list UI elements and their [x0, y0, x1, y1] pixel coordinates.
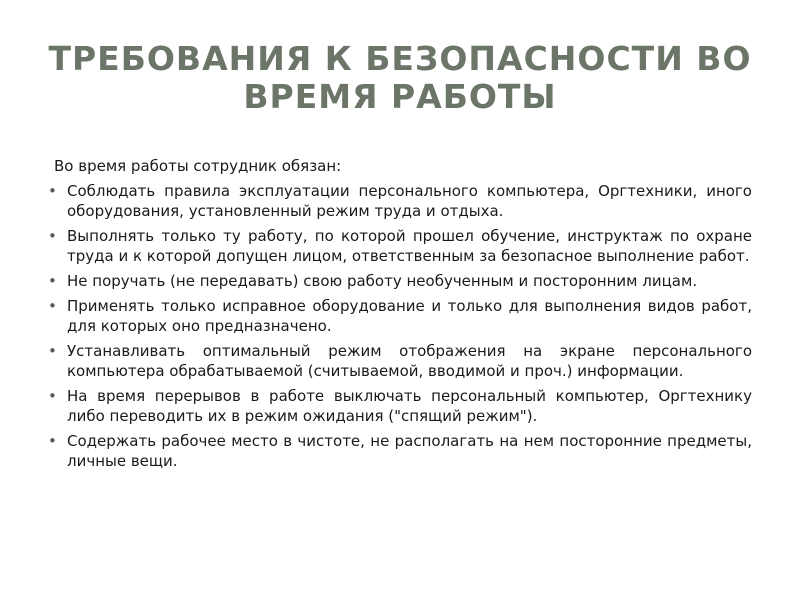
list-item-text: Применять только исправное оборудование и только для выполнения видов работ, для которых оно предназначено.: [67, 297, 752, 335]
intro-text: Во время работы сотрудник обязан:: [54, 157, 342, 175]
bullet-icon: •: [48, 272, 57, 290]
list-item-text: На время перерывов в работе выключать персональный компьютер, Оргтехнику либо переводить их в режим ожидания ("спящий режим").: [67, 387, 752, 425]
list-item-text: Выполнять только ту работу, по которой прошел обучение, инструктаж по охране труда и к которой допущен лицом, ответственным за безопасное выполнение работ.: [67, 227, 752, 265]
bullet-icon: •: [48, 182, 57, 200]
bullet-icon: •: [48, 342, 57, 360]
list-item: [48, 181, 752, 221]
bullet-icon: •: [48, 297, 57, 315]
list-item: [48, 271, 752, 291]
list-item-text: Не поручать (не передавать) свою работу необученным и посторонним лицам.: [67, 272, 698, 290]
requirements-list: [48, 181, 752, 471]
slide-body: [48, 156, 752, 476]
bullet-icon: •: [48, 387, 57, 405]
slide-title: ТРЕБОВАНИЯ К БЕЗОПАСНОСТИ ВО ВРЕМЯ РАБОТЫ: [48, 39, 752, 116]
bullet-icon: •: [48, 227, 57, 245]
list-item-text: Соблюдать правила эксплуатации персонального компьютера, Оргтехники, иного оборудования, установленный режим труда и отдыха.: [67, 182, 752, 220]
list-item: [48, 431, 752, 471]
list-item-text: Устанавливать оптимальный режим отображения на экране персонального компьютера обрабатываемой (считываемой, вводимой и проч.) информации.: [67, 342, 752, 380]
list-item: [48, 386, 752, 426]
list-item-text: Содержать рабочее место в чистоте, не располагать на нем посторонние предметы, личные вещи.: [67, 432, 752, 470]
bullet-icon: •: [48, 432, 57, 450]
list-item: [48, 341, 752, 381]
list-item: [48, 226, 752, 266]
list-item: [48, 296, 752, 336]
